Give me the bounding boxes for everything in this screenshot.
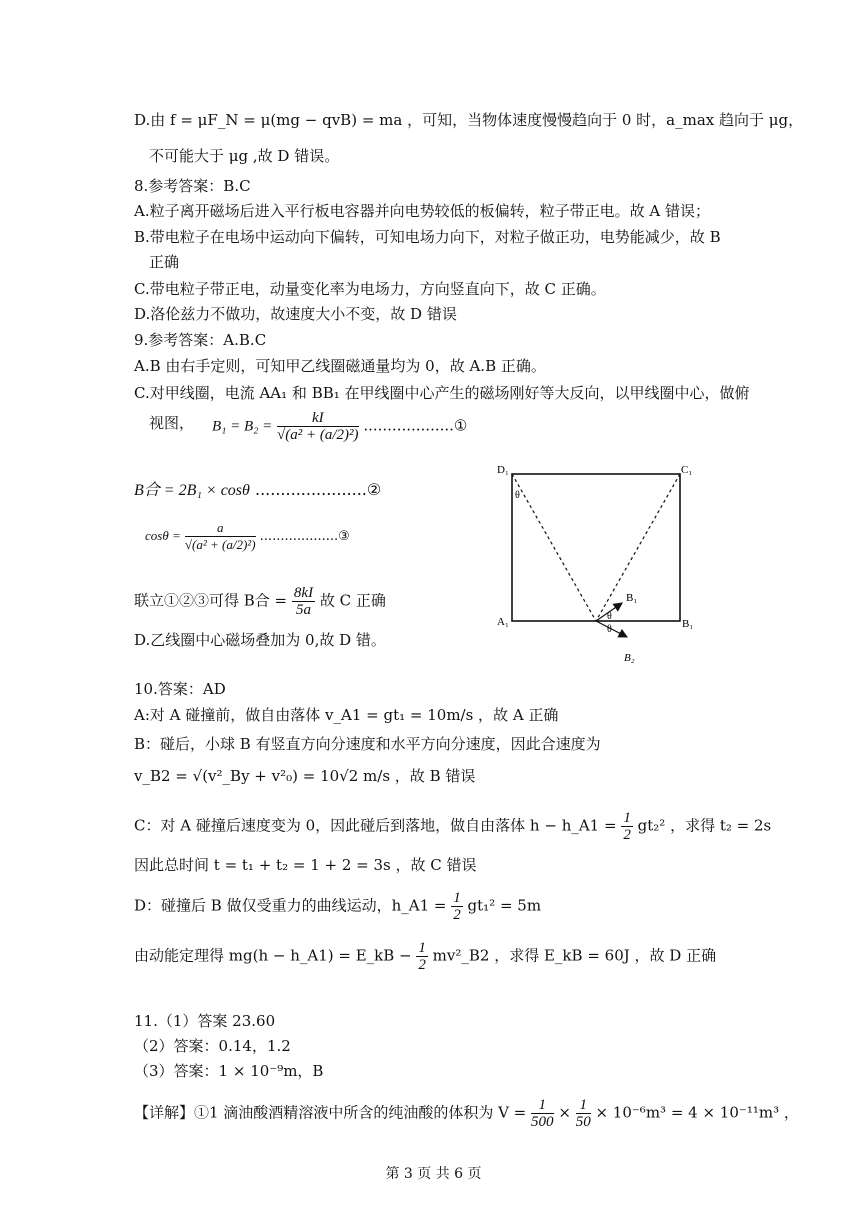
equation-2-body: B合 = 2B₁ × cosθ: [134, 482, 250, 499]
answer-11-detail-numerator-2: 1: [576, 1097, 591, 1114]
answer-10-b-formula: v_B2 = √(v²_By + v²₀) = 10√2 m/s ，故 B 错误: [134, 767, 476, 785]
answer-10-energy-suffix: mv²_B2 ，求得 E_kB = 60J ，故 D 正确: [432, 946, 717, 965]
equation-3-numerator: a: [185, 520, 256, 537]
answer-11-detail-denominator-1: 500: [531, 1114, 554, 1130]
answer-11-part-1: 11.（1）答案 23.60: [134, 1012, 276, 1030]
answer-10-c-prefix: C：对 A 碰撞后速度变为 0，因此碰后到落地，做自由落体 h − h_A1 =: [134, 816, 617, 835]
label-d1: D₁: [497, 464, 509, 476]
equation-1-denominator: √(a² + (a/2)²): [277, 427, 359, 443]
label-vector-b2: B₂: [624, 652, 635, 664]
combined-result-denominator: 5a: [296, 602, 311, 618]
label-b1-corner: B₁: [682, 618, 694, 630]
answer-10-d-prefix: D：碰撞后 B 做仅受重力的曲线运动，h_A1 =: [134, 896, 447, 915]
answer-10-energy-denominator: 2: [418, 957, 426, 973]
answer-11-detail-suffix: × 10⁻⁶m³ = 4 × 10⁻¹¹m³ ，: [595, 1103, 799, 1122]
label-theta-top: θ: [515, 490, 520, 501]
dashed-line-right: [596, 474, 680, 621]
label-theta-2: θ: [607, 624, 612, 635]
answer-10-a: A:对 A 碰撞前，做自由落体 v_A1 = gt₁ = 10m/s ，故 A 正确: [134, 706, 559, 724]
answer-11-part-3: （3）答案：1 × 10⁻⁹m，B: [134, 1062, 324, 1080]
combined-result-suffix: 故 C 正确: [319, 591, 386, 610]
answer-10-energy-numerator: 1: [418, 940, 426, 956]
answer-9-heading: 9.参考答案：A.B.C: [134, 331, 267, 349]
answer-10-total-time: 因此总时间 t = t₁ + t₂ = 1 + 2 = 3s ，故 C 错误: [134, 856, 477, 874]
answer-10-c-denominator: 2: [623, 827, 631, 843]
answer-10-c-suffix: gt₂² ，求得 t₂ = 2s: [637, 816, 772, 835]
answer-8-b-cont: 正确: [149, 253, 180, 271]
answer-10-c-numerator: 1: [623, 810, 631, 826]
answer-9-c: C.对甲线圈，电流 AA₁ 和 BB₁ 在甲线圈中心产生的磁场刚好等大反向，以甲线圈中心，做俯: [134, 384, 750, 402]
answer-8-a: A.粒子离开磁场后进入平行板电容器并向电势较低的板偏转，粒子带正电。故 A 错误；: [134, 202, 710, 220]
equation-1-tag: ...................①: [363, 416, 468, 435]
answer-11-detail-prefix: 【详解】①1 滴油酸酒精溶液中所含的纯油酸的体积为 V =: [134, 1103, 527, 1122]
combined-result-prefix: 联立①②③可得 B合 =: [134, 591, 288, 610]
answer-11-detail-numerator-1: 1: [531, 1097, 554, 1114]
line-option-d-formula: D.由 f = μF_N = μ(mg − qvB) = ma ，可知，当物体速度慢慢趋向于 0 时，a_max 趋向于 μg，: [134, 111, 804, 129]
line-option-d-conclusion: 不可能大于 μg ,故 D 错误。: [149, 147, 340, 165]
coil-square: [512, 474, 680, 621]
answer-11-detail-times: ×: [558, 1103, 571, 1122]
label-theta-1: θ: [607, 611, 612, 622]
label-vector-b1: B₁: [626, 592, 638, 604]
equation-3-denominator: √(a² + (a/2)²): [184, 537, 256, 552]
answer-10-energy-prefix: 由动能定理得 mg(h − h_A1) = E_kB −: [134, 946, 412, 965]
answer-10-heading: 10.答案：AD: [134, 680, 226, 698]
answer-10-d-denominator: 2: [453, 907, 461, 923]
answer-10-b: B：碰后，小球 B 有竖直方向分速度和水平方向分速度，因此合速度为: [134, 735, 601, 753]
answer-11-detail-denominator-2: 50: [575, 1114, 591, 1130]
answer-8-d: D.洛伦兹力不做功，故速度大小不变，故 D 错误: [134, 305, 457, 323]
combined-result-numerator: 8kI: [293, 585, 314, 601]
answer-11-part-2: （2）答案：0.14，1.2: [134, 1037, 291, 1055]
answer-10-d-suffix: gt₁² = 5m: [467, 896, 542, 915]
label-c1: C₁: [681, 464, 693, 476]
answer-9-d: D.乙线圈中心磁场叠加为 0,故 D 错。: [134, 631, 386, 649]
equation-1-lhs: B₁ = B₂ =: [212, 418, 273, 435]
answer-9-ab: A.B 由右手定则，可知甲乙线圈磁通量均为 0，故 A.B 正确。: [134, 357, 546, 375]
page-footer: 第 3 页 共 6 页: [385, 1166, 482, 1182]
dashed-line-left: [512, 474, 596, 621]
answer-8-c: C.带电粒子带正电，动量变化率为电场力，方向竖直向下，故 C 正确。: [134, 280, 606, 298]
equation-2-tag: ......................②: [255, 480, 382, 499]
answer-9-c-cont: 视图，: [149, 414, 195, 432]
equation-1-numerator: kI: [277, 410, 359, 427]
answer-8-b: B.带电粒子在电场中运动向下偏转，可知电场力向下，对粒子做正功，电势能减少，故 B: [134, 228, 721, 246]
answer-8-heading: 8.参考答案：B.C: [134, 177, 251, 195]
answer-10-d-numerator: 1: [453, 890, 461, 906]
label-a1: A₁: [497, 616, 509, 628]
equation-3-lhs: cosθ =: [145, 528, 181, 543]
equation-3-tag: ...................③: [259, 529, 350, 544]
